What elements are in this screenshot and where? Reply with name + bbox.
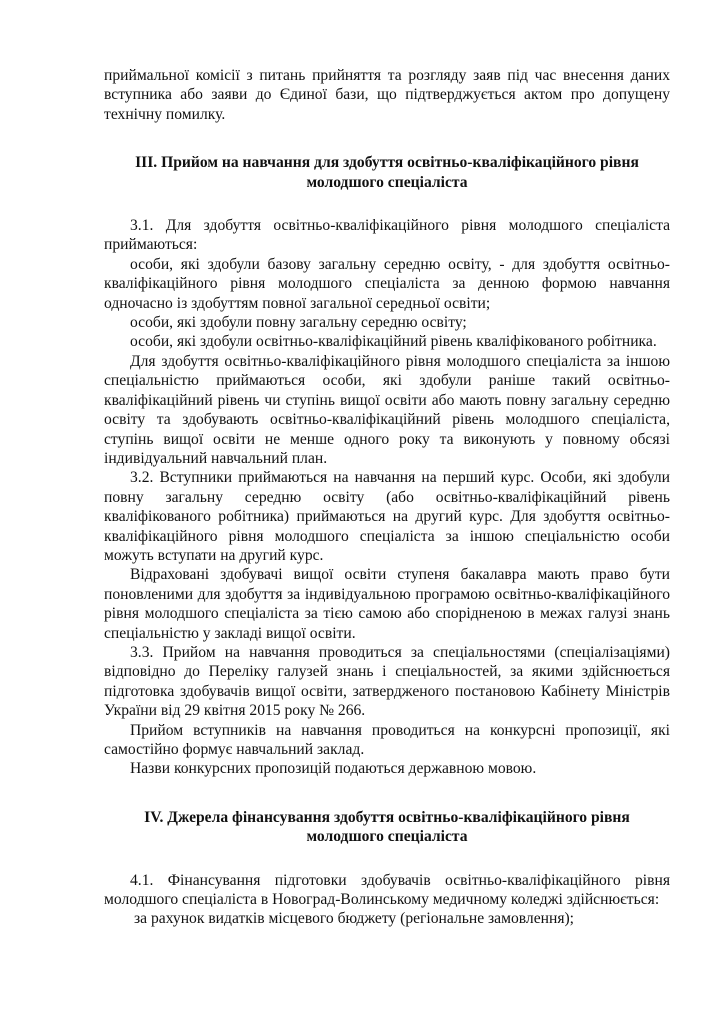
paragraph-3-1-item-worker: особи, які здобули освітньо-кваліфікаційний рівень кваліфікованого робітника. bbox=[130, 333, 657, 351]
paragraph-4-1: 4.1. Фінансування підготовки здобувачів освітньо-кваліфікаційного рівня молодшого спеціаліста в Новоград-Волинському медичному коледжі здійснюється: bbox=[104, 871, 670, 909]
section-4-heading-line-2: молодшого спеціаліста bbox=[306, 828, 468, 846]
paragraph-3-1-item-basic: особи, які здобули базову загальну середню освіту, - для здобуття освітньо-кваліфікаційного рівня молодшого спеціаліста за денною формою навчання одночасно із здобуттям повної загальної середньої освіти; bbox=[104, 255, 670, 312]
section-3-heading bbox=[104, 153, 670, 192]
section-3-heading-line-2: молодшого спеціаліста bbox=[306, 173, 468, 191]
paragraph-3-3-competitive-offers: Прийом вступників на навчання проводиться на конкурсні пропозиції, які самостійно формує навчальний заклад. bbox=[104, 721, 670, 758]
section-4-heading bbox=[104, 808, 670, 847]
paragraph-3-1: 3.1. Для здобуття освітньо-кваліфікаційного рівня молодшого спеціаліста приймаються: bbox=[104, 217, 670, 254]
paragraph-3-1-other-specialty: Для здобуття освітньо-кваліфікаційного рівня молодшого спеціаліста за іншою спеціальністю приймаються особи, які здобули раніше такий освітньо-кваліфікаційний рівень чи ступінь вищої освіти або мають повну загальну середню освіту та здобувають освітньо-кваліфікаційний рівень молодшого спеціаліста, ступінь вищої освіти не менше одного року та виконують у повному обсязі індивідуальний навчальний план. bbox=[104, 352, 670, 467]
paragraph-3-2: 3.2. Вступники приймаються на навчання на перший курс. Особи, які здобули повну загальну середню освіту (або освітньо-кваліфікаційний рівень кваліфікованого робітника) приймаються на другий курс. Для здобуття освітньо-кваліфікаційного рівня молодшого спеціаліста за іншою спеціальністю особи можуть вступати на другий курс. bbox=[104, 469, 670, 564]
section-4-heading-line-1: IV. Джерела фінансування здобуття освітньо-кваліфікаційного рівня bbox=[144, 808, 630, 826]
intro-paragraph: приймальної комісії з питань прийняття та розгляду заяв під час внесення даних вступника або заяви до Єдиної бази, що підтверджується актом про допущену технічну помилку. bbox=[104, 67, 670, 123]
paragraph-3-1-item-full: особи, які здобули повну загальну середню освіту; bbox=[130, 314, 467, 332]
paragraph-4-1-local-budget: за рахунок видатків місцевого бюджету (регіональне замовлення); bbox=[134, 910, 575, 928]
document-page bbox=[104, 66, 670, 929]
paragraph-3-3-language: Назви конкурсних пропозицій подаються державною мовою. bbox=[130, 760, 537, 778]
paragraph-3-3: 3.3. Прийом на навчання проводиться за спеціальностями (спеціалізаціями) відповідно до Переліку галузей знань і спеціальностей, за якими здійснюється підготовка здобувачів вищої освіти, затвердженого постановою Кабінету Міністрів України від 29 квітня 2015 року № 266. bbox=[104, 643, 670, 720]
section-3-heading-line-1: ІІІ. Прийом на навчання для здобуття освітньо-кваліфікаційного рівня bbox=[135, 154, 639, 172]
paragraph-3-2-expelled: Відраховані здобувачі вищої освіти ступеня бакалавра мають право бути поновленими для здобуття за індивідуальною програмою освітньо-кваліфікаційного рівня молодшого спеціаліста за тією самою або спорідненою в межах галузі знань спеціальністю у закладі вищої освіти. bbox=[104, 566, 670, 642]
